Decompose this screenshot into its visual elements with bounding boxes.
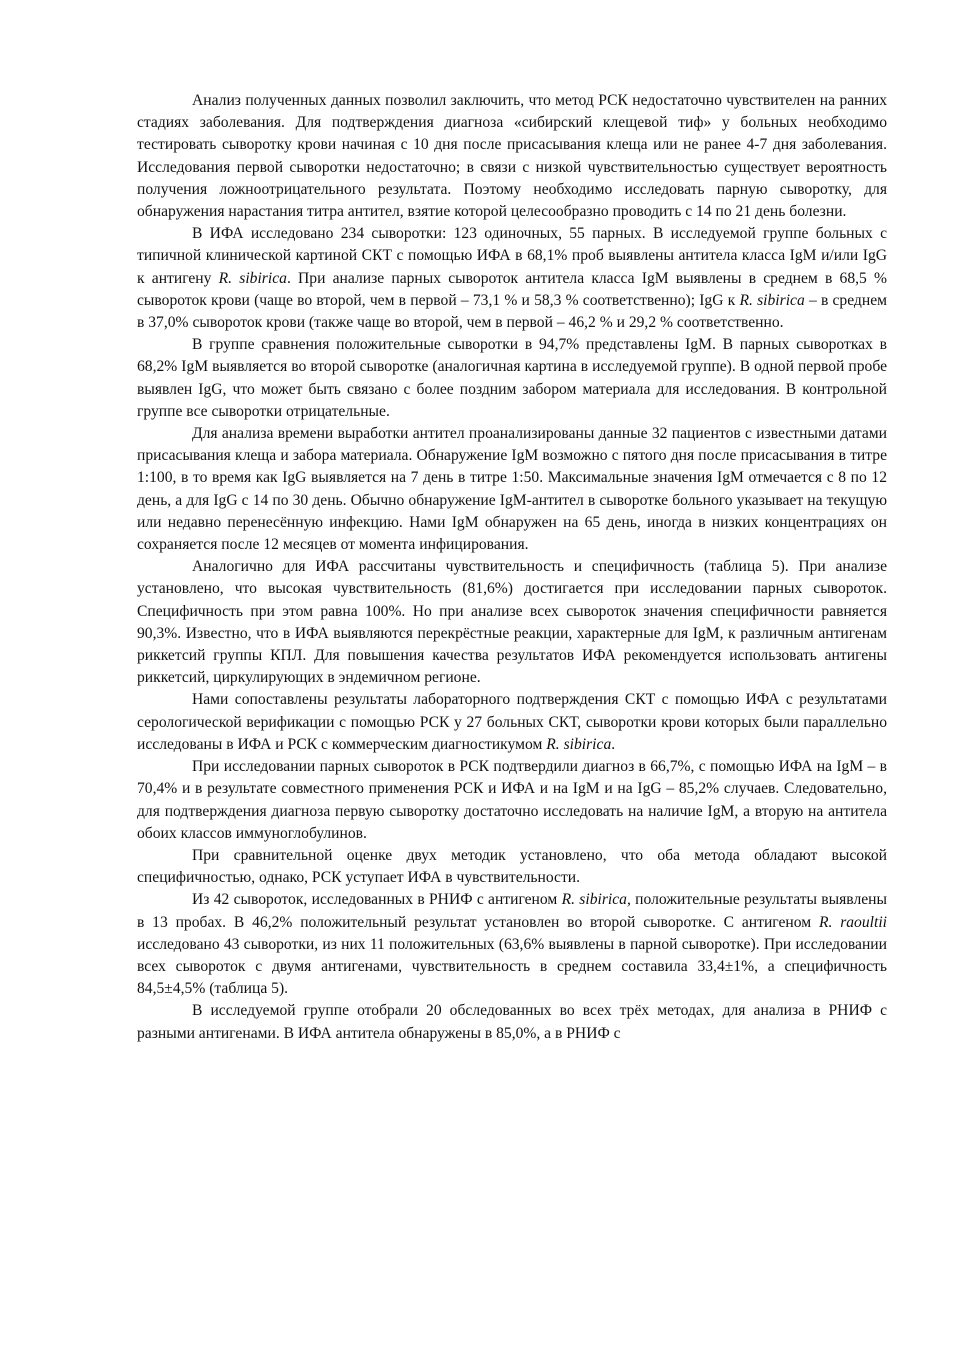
paragraph-text: Для анализа времени выработки антител проанализированы данные 32 пациентов с известными датами присасывания клеща и забора материала. Обнаружение IgM возможно с пятого дня после присасывания в титре 1:100, в то время как IgG выявляется на 7 день в титре 1:50. Максимальные значения IgM отмечается с 8 по 12 день, а для IgG с 14 по 30 день. Обычно обнаружение IgM-антител в сыворотке больного указывает на текущую или недавно перенесённую инфекцию. Нами IgM обнаружен на 65 день, иногда в низких концентрациях он сохраняется после 12 месяцев от момента инфицирования.: [137, 425, 887, 554]
species-name: R. sibirica,: [561, 891, 631, 909]
paragraph-text-part: .: [611, 735, 616, 753]
paragraph-text: При исследовании парных сывороток в РСК подтвердили диагноз в 66,7%, с помощью ИФА на IgM – в 70,4% и в результате совместного применения РСК и ИФА и на IgM и на IgG – 85,2% случаев. Следовательно, для подтверждения диагноза первую сыворотку достаточно исследовать на наличие IgM, а вторую на антитела обоих классов иммуноглобулинов.: [137, 758, 887, 842]
paragraph-antibody-timing: [137, 423, 887, 556]
paragraph-text: Аналогично для ИФА рассчитаны чувствительность и специфичность (таблица 5). При анализе установлено, что высокая чувствительность (81,6%) достигается при исследовании парных сывороток. Специфичность при этом равна 100%. Но при анализе всех сывороток значения специфичности равняется 90,3%. Известно, что в ИФА выявляются перекрёстные реакции, характерные для IgM, к различным антигенам риккетсий группы КПЛ. Для повышения качества результатов ИФА рекомендуется использовать антигены риккетсий, циркулирующих в эндемичном регионе.: [137, 558, 887, 687]
species-name: R. sibirica: [546, 735, 612, 753]
paragraph-text-part: Нами сопоставлены результаты лабораторного подтверждения СКТ с помощью ИФА с результатами серологической верификации с помощью РСК у 27 больных СКТ, сыворотки крови которых были параллельно исследованы в ИФА и РСК с коммерческим диагностикумом: [137, 691, 887, 753]
paragraph-ifa-rsk-comparison: [137, 689, 887, 756]
paragraph-rsk-analysis: [137, 90, 887, 223]
species-name: R. sibirica: [739, 291, 805, 309]
paragraph-ifa-sensitivity: [137, 556, 887, 689]
paragraph-text: В исследуемой группе отобрали 20 обследованных во всех трёх методах, для анализа в РНИФ с разными антигенами. В ИФА антитела обнаружены в 85,0%, а в РНИФ с: [137, 1002, 887, 1042]
paragraph-method-evaluation: [137, 845, 887, 889]
paragraph-text: Анализ полученных данных позволил заключить, что метод РСК недостаточно чувствителен на ранних стадиях заболевания. Для подтверждения диагноза «сибирский клещевой тиф» у больных необходимо тестировать сыворотку крови начиная с 10 дня после присасывания клеща или не ранее 4-7 дня заболевания. Исследования первой сыворотки недостаточно; в связи с низкой чувствительностью существует вероятность получения ложноотрицательного результата. Поэтому необходимо исследовать парную сыворотку, для обнаружения нарастания титра антител, взятие которой целесообразно проводить с 14 по 21 день болезни.: [137, 92, 887, 221]
paragraph-text-part: – в среднем в 37,0% сывороток крови (также чаще во второй, чем в первой – 46,2 % и 29,2 % соответственно.: [137, 291, 888, 332]
paragraph-comparison-group: [137, 334, 887, 423]
document-page: [137, 90, 887, 1045]
paragraph-text-part: . При анализе парных сывороток антитела класса IgM выявлены в среднем в 68,5 % сывороток крови (чаще во второй, чем в первой – 73,1 % и 58,3 % соответственно); IgG к: [137, 269, 887, 309]
paragraph-rnif-results: [137, 889, 887, 1000]
paragraph-text: В группе сравнения положительные сыворотки в 94,7% представлены IgM. В парных сыворотках в 68,2% IgM выявляется во второй сыворотке (аналогичная картина в исследуемой группе). В одной первой пробе выявлен IgG, что может быть связано с более поздним забором материала для исследования. В контрольной группе все сыворотки отрицательные.: [137, 336, 887, 420]
paragraph-text-part: исследовано 43 сыворотки, из них 11 положительных (63,6% выявлены в парной сыворотке). При исследовании всех сывороток с двумя антигенами, чувствительность в среднем составила 33,4±1%, а специфичность 84,5±4,5% (таблица 5).: [137, 935, 887, 998]
paragraph-text-part: Из 42 сывороток, исследованных в РНИФ с антигеном: [192, 891, 562, 909]
paragraph-text-part: В ИФА исследовано 234 сыворотки: 123 одиночных, 55 парных. В исследуемой группе больных с типичной клинической картиной СКТ с помощью ИФА в 68,1% проб выявлены антитела класса IgM и/или IgG к антигену: [137, 225, 887, 287]
paragraph-text-part: положительные результаты выявлены в 13 пробах. В 46,2% положительный результат установлен во второй сыворотке. С антигеном: [137, 891, 887, 931]
paragraph-study-group: [137, 1000, 887, 1044]
paragraph-paired-sera: [137, 756, 887, 845]
paragraph-text: При сравнительной оценке двух методик установлено, что оба метода обладают высокой специфичностью, однако, РСК уступает ИФА в чувствительности.: [137, 846, 887, 887]
species-name: R. raoultii: [818, 913, 887, 931]
species-name: R. sibirica: [218, 269, 287, 287]
paragraph-ifa-results: [137, 223, 887, 334]
